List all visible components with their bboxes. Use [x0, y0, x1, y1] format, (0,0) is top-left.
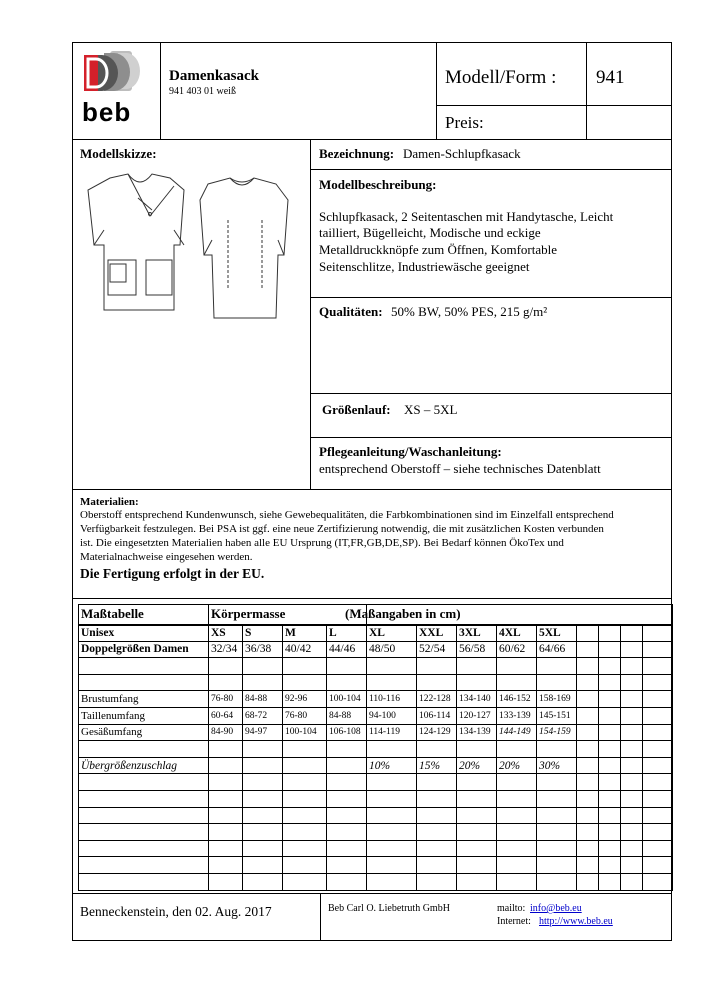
- materialien-line: Oberstoff entsprechend Kundenwunsch, siehe Gewebequalitäten, die Farbkombinationen sind im Einzelfall entsprechend: [80, 509, 614, 521]
- mail-link[interactable]: info@beb.eu: [530, 903, 582, 914]
- materialien-line: Materialnachweise eingesehen werden.: [80, 551, 253, 563]
- table-row: Übergrößenzuschlag 10% 15% 20% 20% 30%: [79, 757, 673, 774]
- bezeichnung-value: Damen-Schlupfkasack: [403, 146, 521, 161]
- table-row: [79, 674, 673, 691]
- pflege-label: Pflegeanleitung/Waschanleitung:: [319, 444, 502, 459]
- bezeichnung-label: Bezeichnung:: [319, 146, 395, 161]
- table-header-row: [79, 605, 673, 625]
- qualitaet-label: Qualitäten:: [319, 304, 383, 319]
- model-sketch: [80, 170, 305, 350]
- table-row: [79, 741, 673, 758]
- table-row: Unisex XS S M L XL XXL 3XL 4XL 5XL: [79, 625, 673, 642]
- koerper-heading: Körpermasse: [209, 605, 367, 625]
- doppel-label: Doppelgrößen Damen: [79, 641, 209, 658]
- company-name: Beb Carl O. Liebetruth GmbH: [328, 903, 450, 914]
- size-table: [78, 604, 673, 891]
- table-row: Brustumfang 76-80 84-88 92-96 100-104 110-116 122-128 134-140 146-152 158-169: [79, 691, 673, 708]
- groessen-label: Größenlauf:: [322, 402, 391, 417]
- logo: [80, 47, 154, 127]
- table-row: [79, 824, 673, 841]
- logo-text: beb: [82, 97, 132, 127]
- table-row: [79, 774, 673, 791]
- modell-label: Modell/Form :: [445, 67, 557, 88]
- angaben-heading: (Maßangaben in cm): [367, 605, 673, 625]
- web-label: Internet:: [497, 916, 531, 927]
- table-row: [79, 658, 673, 675]
- beschreibung-line: Schlupfkasack, 2 Seitentaschen mit Handytasche, Leicht: [319, 209, 614, 224]
- beschreibung-line: Metalldruckknöpfe zum Öffnen, Komfortable: [319, 242, 558, 257]
- fertigung-note: Die Fertigung erfolgt in der EU.: [80, 566, 265, 581]
- zuschlag-label: Übergrößenzuschlag: [79, 757, 209, 774]
- table-row: [79, 840, 673, 857]
- preis-label: Preis:: [445, 113, 484, 132]
- materialien-line: ist. Die eingesetzten Materialien haben alle EU Ursprung (IT,FR,GB,DE,SP). Bei Bedarf können ÖkoTex und: [80, 537, 564, 549]
- brust-label: Brustumfang: [79, 691, 209, 708]
- beschreibung-line: tailliert, Bügelleicht, Modische und eckige: [319, 225, 541, 240]
- table-row: Taillenumfang 60-64 68-72 76-80 84-88 94-100 106-114 120-127 133-139 145-151: [79, 707, 673, 724]
- scrubs-sketch-icon: [80, 170, 305, 350]
- beschreibung-line: Seitenschlitze, Industriewäsche geeignet: [319, 259, 530, 274]
- ort-datum: Benneckenstein, den 02. Aug. 2017: [80, 904, 272, 919]
- materialien-label: Materialien:: [80, 496, 139, 508]
- product-title: Damenkasack: [169, 68, 260, 84]
- table-row: [79, 790, 673, 807]
- materialien-line: Verfügbarkeit festzulegen. Bei PSA ist ggf. eine neue Zertifizierung notwendig, die mit zusätzlichen Kosten verbunden: [80, 523, 604, 535]
- table-row: [79, 873, 673, 890]
- gesaess-label: Gesäßumfang: [79, 724, 209, 741]
- table-title: Maßtabelle: [79, 605, 209, 625]
- table-row: Gesäßumfang 84-90 94-97 100-104 106-108 114-119 124-129 134-139 144-149 154-159: [79, 724, 673, 741]
- skizze-label: Modellskizze:: [80, 146, 157, 161]
- modell-value: 941: [596, 67, 625, 88]
- pflege-value: entsprechend Oberstoff – siehe technisches Datenblatt: [319, 461, 601, 476]
- mail-label: mailto:: [497, 903, 526, 914]
- web-link[interactable]: http://www.beb.eu: [539, 916, 613, 927]
- table-row: Doppelgrößen Damen 32/34 36/38 40/42 44/46 48/50 52/54 56/58 60/62 64/66: [79, 641, 673, 658]
- beschreibung-label: Modellbeschreibung:: [319, 177, 437, 192]
- unisex-label: Unisex: [79, 625, 209, 642]
- taille-label: Taillenumfang: [79, 707, 209, 724]
- table-row: [79, 807, 673, 824]
- qualitaet-value: 50% BW, 50% PES, 215 g/m²: [391, 304, 548, 319]
- groessen-value: XS – 5XL: [404, 402, 458, 417]
- article-number: 941 403 01 weiß: [169, 86, 236, 97]
- table-row: [79, 857, 673, 874]
